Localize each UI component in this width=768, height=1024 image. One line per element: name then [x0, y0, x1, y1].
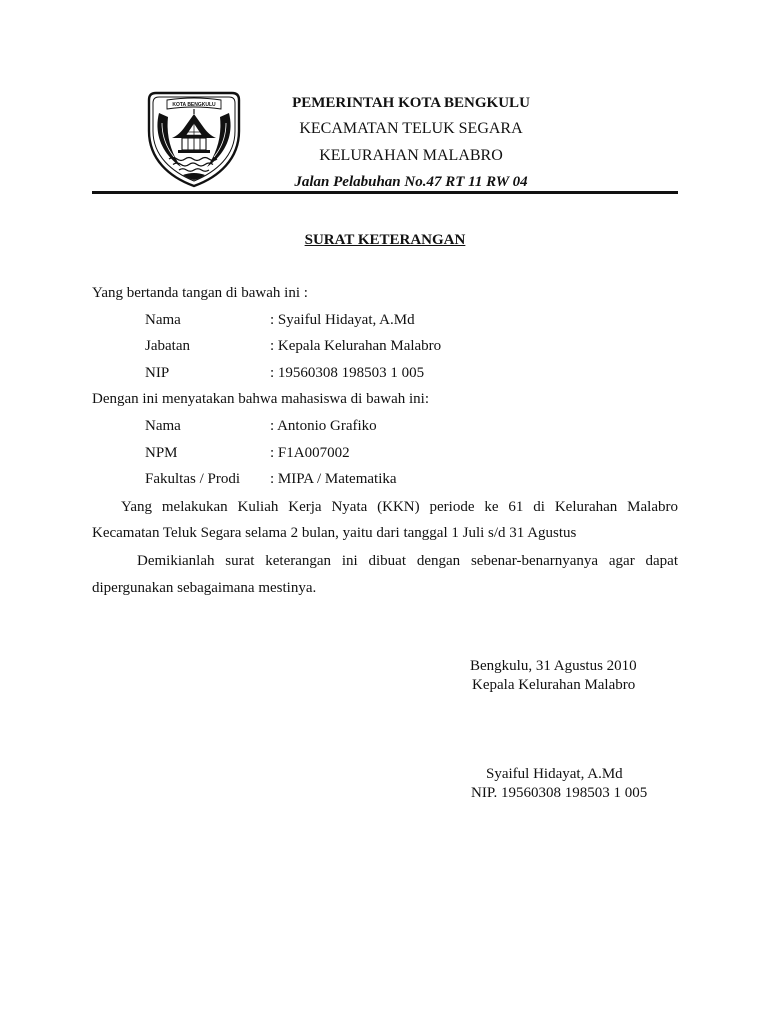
- field-label: Nama: [145, 417, 181, 434]
- signature-name: Syaiful Hidayat, A.Md: [486, 766, 623, 782]
- letterhead-village: KELURAHAN MALABRO: [319, 146, 503, 164]
- letterhead-text: [250, 90, 572, 195]
- paragraph-line: Yang melakukan Kuliah Kerja Nyata (KKN) periode ke 61 di Kelurahan Malabro: [121, 498, 678, 515]
- field-value: : Antonio Grafiko: [270, 417, 377, 434]
- letterhead-government: PEMERINTAH KOTA BENGKULU: [292, 95, 530, 111]
- student-field-row: [92, 413, 678, 440]
- student-field-row: [92, 466, 678, 493]
- emblem-banner-text: KOTA BENGKULU: [172, 102, 216, 109]
- field-value: : Syaiful Hidayat, A.Md: [270, 311, 415, 328]
- intro-signer: Yang bertanda tangan di bawah ini :: [92, 285, 308, 301]
- student-field-row: [92, 440, 678, 467]
- field-value: : MIPA / Matematika: [270, 471, 397, 488]
- field-label: NIP: [145, 364, 170, 381]
- field-label: NPM: [145, 444, 178, 461]
- letterhead-address: Jalan Pelabuhan No.47 RT 11 RW 04: [294, 173, 528, 190]
- letterhead-district: KECAMATAN TELUK SEGARA: [299, 120, 523, 138]
- field-value: : F1A007002: [270, 444, 350, 461]
- paragraph-closing: [92, 548, 678, 601]
- field-label: Jabatan: [145, 338, 190, 355]
- emblem-house-platform: [178, 150, 210, 153]
- signer-field-row: [92, 360, 678, 387]
- field-label: Nama: [145, 311, 181, 328]
- emblem-svg: [147, 91, 241, 188]
- signature-footer: [470, 765, 647, 802]
- paragraph-line: Kecamatan Teluk Segara selama 2 bulan, yaitu dari tanggal 1 Juli s/d 31 Agustus: [92, 525, 577, 542]
- signer-field-row: [92, 307, 678, 334]
- intro-student: Dengan ini menyatakan bahwa mahasiswa di bawah ini:: [92, 391, 429, 408]
- signature-nip: NIP. 19560308 198503 1 005: [471, 784, 648, 801]
- field-label: Fakultas / Prodi: [145, 471, 241, 488]
- letter-title: SURAT KETERANGAN: [304, 232, 466, 248]
- signature-place-date: Bengkulu, 31 Agustus 2010: [470, 658, 637, 674]
- signer-field-row: [92, 333, 678, 360]
- field-value: : Kepala Kelurahan Malabro: [270, 338, 442, 355]
- signature-header: [470, 657, 637, 695]
- field-value: : 19560308 198503 1 005: [270, 364, 425, 381]
- paragraph-line: dipergunakan sebagaimana mestinya.: [92, 579, 317, 596]
- signature-position: Kepala Kelurahan Malabro: [472, 677, 636, 693]
- paragraph-kkn: [92, 494, 678, 547]
- letter-body: [92, 280, 678, 601]
- paragraph-line: Demikianlah surat keterangan ini dibuat dengan sebenar-benarnyanya agar dapat: [137, 552, 678, 569]
- city-emblem-logo: [147, 91, 241, 188]
- letterhead-divider: [92, 191, 678, 194]
